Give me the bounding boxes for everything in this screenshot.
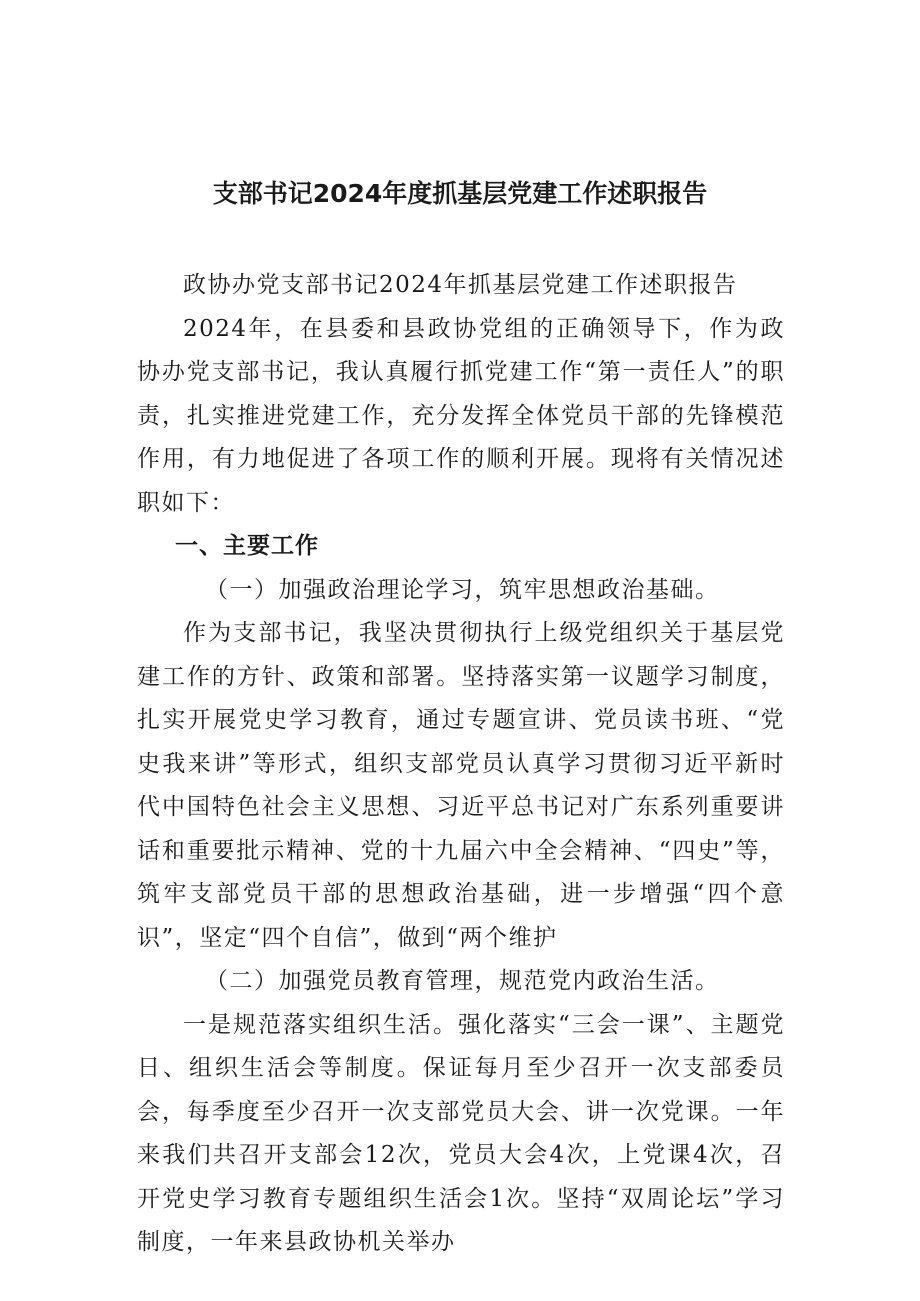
subsection-body-1: 作为支部书记，我坚决贯彻执行上级党组织关于基层党建工作的方针、政策和部署。坚持落实第一议题学习制度，扎实开展党史学习教育，通过专题宣讲、党员读书班、“党史我来讲”等形式，组织支部党员认真学习贯彻习近平新时代中国特色社会主义思想、习近平总书记对广东系列重要讲话和重要批示精神、党的十九届六中全会精神、“四史”等，筑牢支部党员干部的思想政治基础，进一步增强“四个意识”，坚定“四个自信”，做到“两个维护	[137, 620, 785, 951]
subsection-body-2: 一是规范落实组织生活。强化落实“三会一课”、主题党日、组织生活会等制度。保证每月至少召开一次支部委员会，每季度至少召开一次支部党员大会、讲一次党课。一年来我们共召开支部会12次，党员大会4次，上党课4次，召开党史学习教育专题组织生活会1次。坚持“双周论坛”学习制度，一年来县政协机关举办	[137, 1011, 785, 1255]
subsection-heading-2: （二）加强党员教育管理，规范党内政治生活。	[205, 968, 720, 994]
intro-paragraph: 2024年，在县委和县政协党组的正确领导下，作为政协办党支部书记，我认真履行抓党建工作“第一责任人”的职责，扎实推进党建工作，充分发挥全体党员干部的先锋模范作用，有力地促进了各项工作的顺利开展。现将有关情况述职如下：	[137, 315, 785, 516]
document-subtitle: 政协办党支部书记2024年抓基层党建工作述职报告	[183, 272, 738, 298]
section-heading-main-work: 一、主要工作	[175, 533, 319, 559]
subsection-heading-1: （一）加强政治理论学习，筑牢思想政治基础。	[205, 576, 720, 603]
document-body	[137, 264, 785, 1265]
document-title: 支部书记2024年度抓基层党建工作述职报告	[212, 179, 708, 208]
